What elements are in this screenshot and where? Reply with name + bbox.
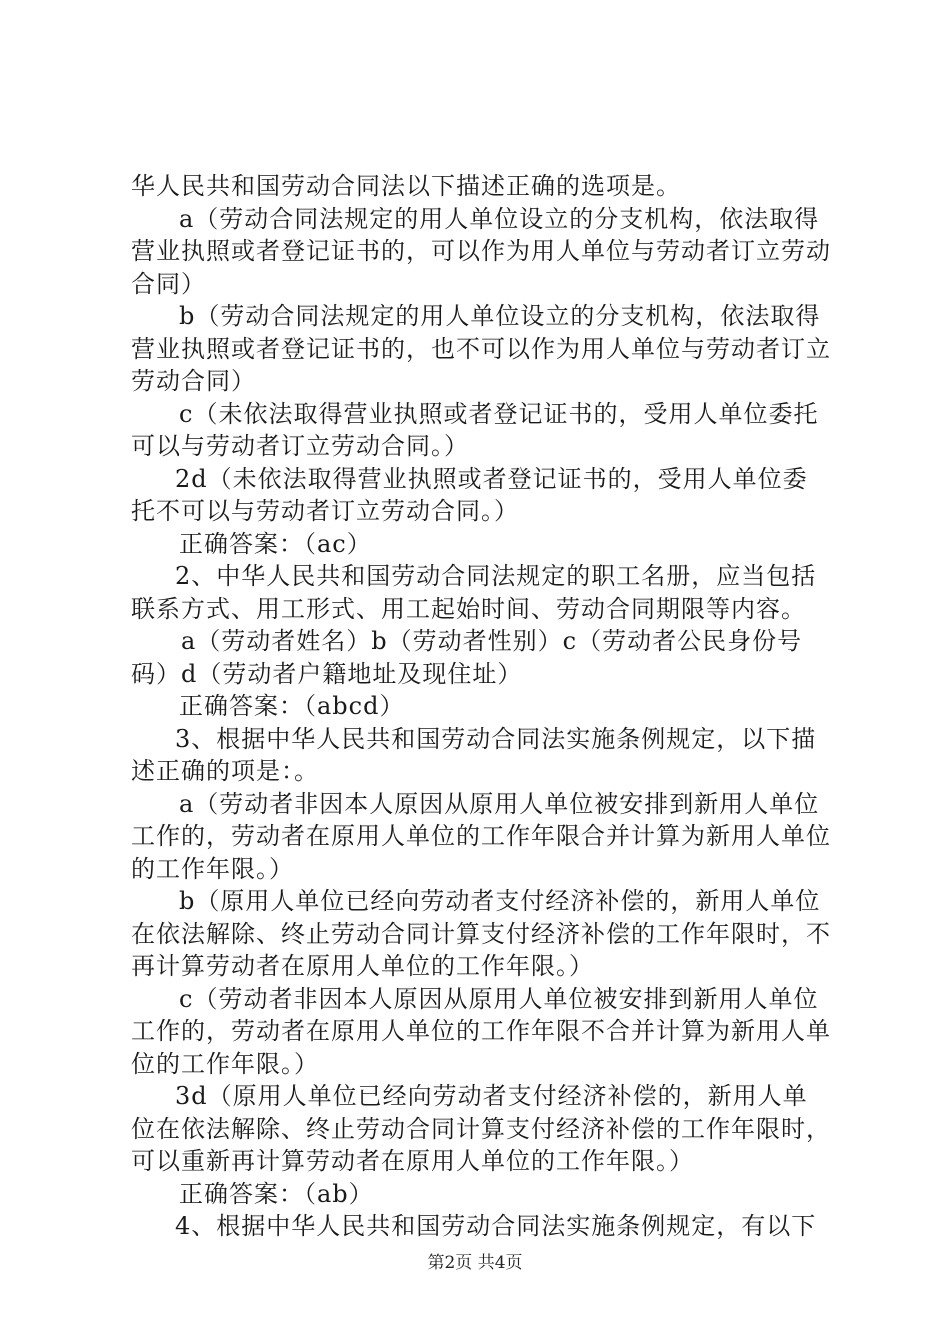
question-2-answer: 正确答案：（abcd） <box>179 692 405 720</box>
question-1-option-c: c（未依法取得营业执照或者登记证书的，受用人单位委托可以与劳动者订立劳动合同。） <box>131 399 819 460</box>
question-2-options: a（劳动者姓名）b（劳动者性别）c（劳动者公民身份号码）d（劳动者户籍地址及现住址） <box>131 627 803 688</box>
question-1-option-b: b（劳动合同法规定的用人单位设立的分支机构，依法取得营业执照或者登记证书的，也不可以作为用人单位与劳动者订立劳动合同） <box>131 302 831 395</box>
question-2-stem: 2、中华人民共和国劳动合同法规定的职工名册，应当包括联系方式、用工形式、用工起始时间、劳动合同期限等内容。 <box>131 562 817 623</box>
question-3-option-a: a（劳动者非因本人原因从原用人单位被安排到新用人单位工作的，劳动者在原用人单位的工作年限合并计算为新用人单位的工作年限。） <box>131 789 831 883</box>
question-1-option-d: 2d（未依法取得营业执照或者登记证书的，受用人单位委托不可以与劳动者订立劳动合同。） <box>131 464 808 525</box>
question-3-option-d: 3d（原用人单位已经向劳动者支付经济补偿的，新用人单位在依法解除、终止劳动合同计算支付经济补偿的工作年限时，可以重新再计算劳动者在原用人单位的工作年限。） <box>131 1082 831 1175</box>
question-1-stem-continuation: 华人民共和国劳动合同法以下描述正确的选项是。 <box>131 172 681 200</box>
question-3-stem: 3、根据中华人民共和国劳动合同法实施条例规定，以下描述正确的项是：。 <box>131 724 817 785</box>
question-3-option-b: b（原用人单位已经向劳动者支付经济补偿的，新用人单位在依法解除、终止劳动合同计算支付经济补偿的工作年限时，不再计算劳动者在原用人单位的工作年限。） <box>131 887 831 980</box>
question-3-option-c: c（劳动者非因本人原因从原用人单位被安排到新用人单位工作的，劳动者在原用人单位的工作年限不合并计算为新用人单位的工作年限。） <box>131 984 831 1078</box>
question-1-answer: 正确答案：（ac） <box>179 529 372 558</box>
question-4-stem: 4、根据中华人民共和国劳动合同法实施条例规定，有以下 <box>175 1212 817 1240</box>
question-3-answer: 正确答案：（ab） <box>179 1179 374 1208</box>
document-body <box>131 170 831 1243</box>
question-1-option-a: a（劳动合同法规定的用人单位设立的分支机构，依法取得营业执照或者登记证书的，可以作为用人单位与劳动者订立劳动合同） <box>131 204 831 298</box>
page-number-footer: 第2页 共4页 <box>427 1253 523 1273</box>
